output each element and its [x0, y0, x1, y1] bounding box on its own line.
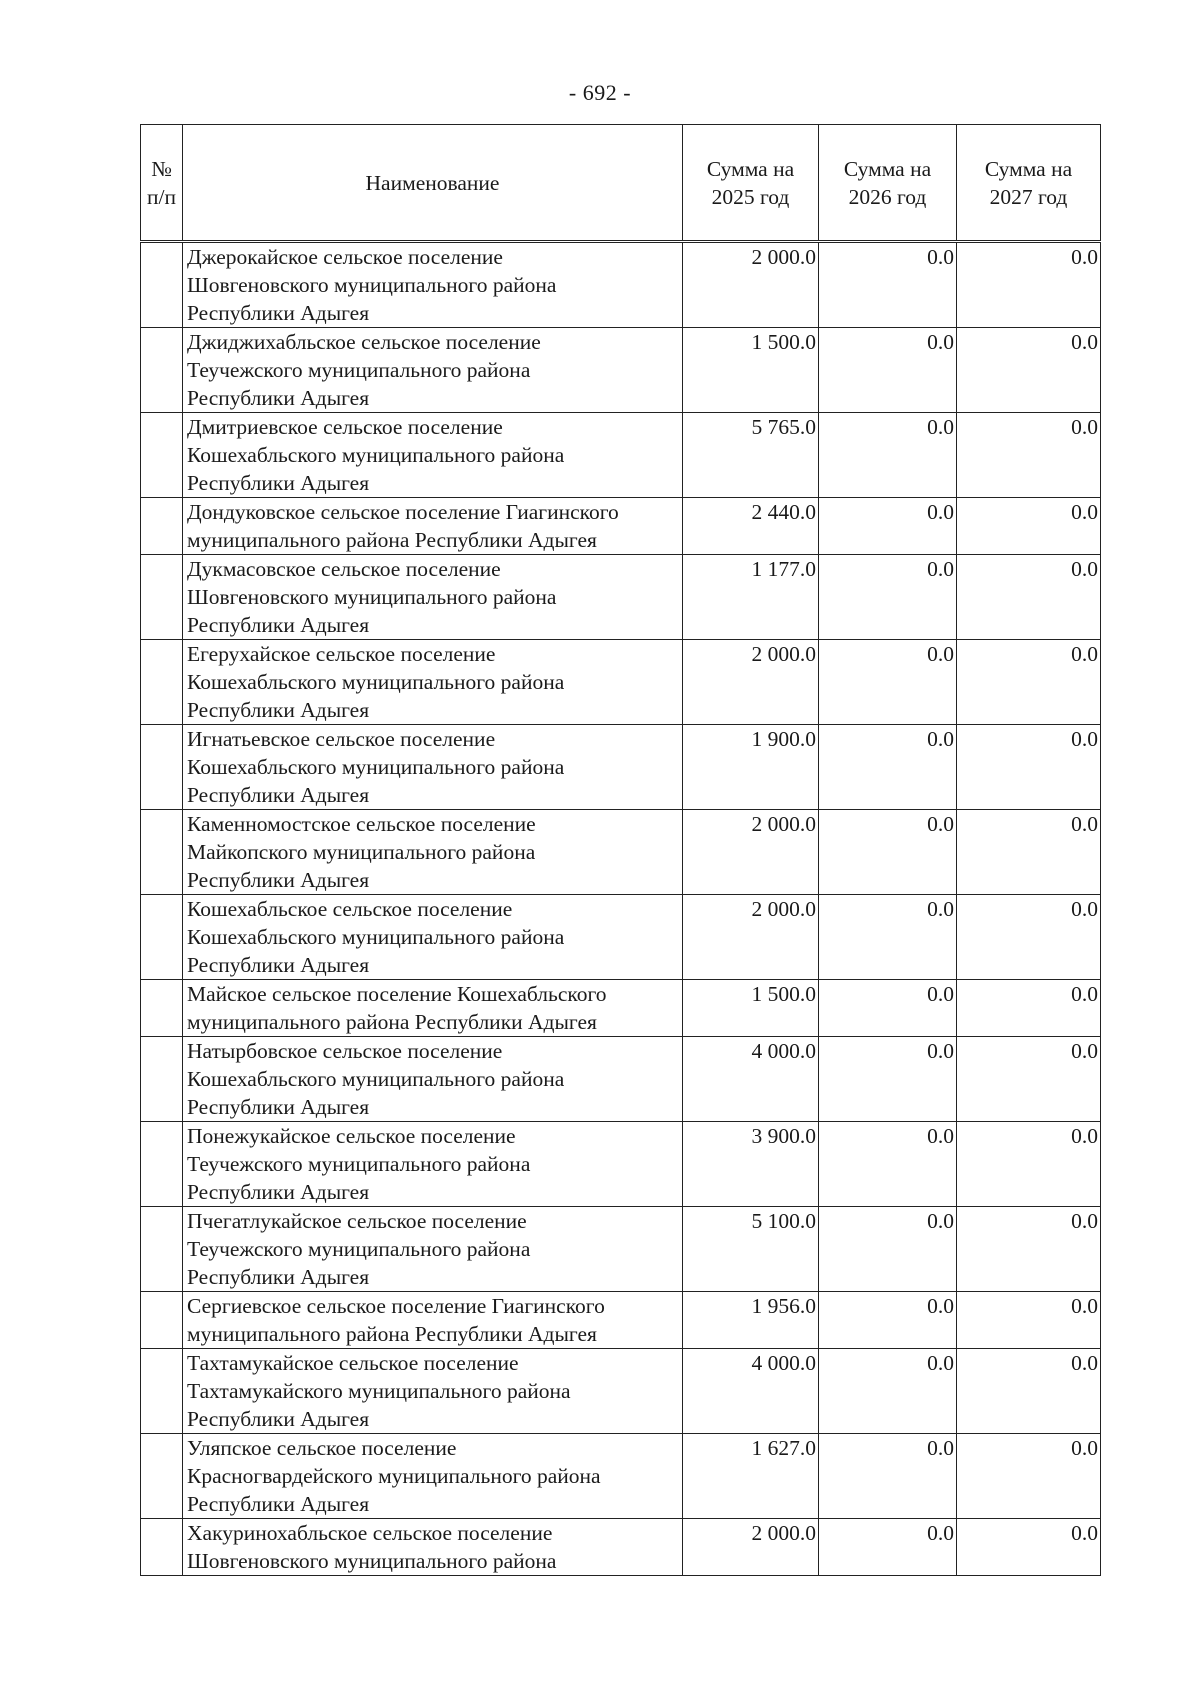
- settlement-name-line: Шовгеновского муниципального района: [187, 1549, 557, 1573]
- amount-cell-sum-2026: 0.0: [819, 413, 957, 498]
- table-row: [141, 1207, 1101, 1292]
- settlement-name-line: Шовгеновского муниципального района: [187, 585, 557, 609]
- amount-cell-sum-2025: 4 000.0: [683, 1037, 819, 1122]
- settlement-name-cell: [183, 1434, 683, 1519]
- settlement-name-cell: [183, 1037, 683, 1122]
- table-row: [141, 810, 1101, 895]
- amount-cell-sum-2025: 4 000.0: [683, 1349, 819, 1434]
- amount-cell-sum-2027: 0.0: [957, 895, 1101, 980]
- settlement-name-line: Кошехабльского муниципального района: [187, 443, 565, 467]
- settlement-name-line: Шовгеновского муниципального района: [187, 273, 557, 297]
- table-row: [141, 328, 1101, 413]
- amount-cell-sum-2027: 0.0: [957, 725, 1101, 810]
- amount-cell-sum-2025: 5 100.0: [683, 1207, 819, 1292]
- amount-cell-sum-2025: 1 177.0: [683, 555, 819, 640]
- table-row: [141, 498, 1101, 555]
- settlement-name-line: муниципального района Республики Адыгея: [187, 1010, 597, 1034]
- budget-allocation-table: [140, 124, 1101, 1576]
- row-index-cell: [141, 1434, 183, 1519]
- settlement-name-cell: [183, 810, 683, 895]
- settlement-name-line: Кошехабльского муниципального района: [187, 670, 565, 694]
- settlement-name-line: Республики Адыгея: [187, 868, 370, 892]
- settlement-name-line: Республики Адыгея: [187, 1180, 370, 1204]
- settlement-name-line: Кошехабльского муниципального района: [187, 925, 565, 949]
- amount-cell-sum-2025: 5 765.0: [683, 413, 819, 498]
- amount-cell-sum-2025: 2 000.0: [683, 810, 819, 895]
- page-number: - 692 -: [568, 80, 632, 105]
- amount-cell-sum-2027: 0.0: [957, 980, 1101, 1037]
- settlement-name-cell: [183, 498, 683, 555]
- row-index-cell: [141, 413, 183, 498]
- amount-cell-sum-2027: 0.0: [957, 1122, 1101, 1207]
- amount-cell-sum-2026: 0.0: [819, 1037, 957, 1122]
- settlement-name-line: Дондуковское сельское поселение Гиагинского: [187, 500, 619, 524]
- settlement-name-line: Дукмасовское сельское поселение: [187, 557, 501, 581]
- amount-cell-sum-2027: 0.0: [957, 328, 1101, 413]
- amount-cell-sum-2025: 1 956.0: [683, 1292, 819, 1349]
- settlement-name-line: Республики Адыгея: [187, 953, 370, 977]
- settlement-name-line: муниципального района Республики Адыгея: [187, 528, 597, 552]
- settlement-name-cell: [183, 640, 683, 725]
- settlement-name-line: Кошехабльское сельское поселение: [187, 897, 513, 921]
- amount-cell-sum-2026: 0.0: [819, 498, 957, 555]
- row-index-cell: [141, 980, 183, 1037]
- settlement-name-line: Уляпское сельское поселение: [187, 1436, 457, 1460]
- settlement-name-line: муниципального района Республики Адыгея: [187, 1322, 597, 1346]
- amount-cell-sum-2027: 0.0: [957, 555, 1101, 640]
- amount-cell-sum-2027: 0.0: [957, 413, 1101, 498]
- table-row: [141, 895, 1101, 980]
- amount-cell-sum-2026: 0.0: [819, 810, 957, 895]
- settlement-name-cell: [183, 1349, 683, 1434]
- settlement-name-line: Хакуринохабльское сельское поселение: [187, 1521, 553, 1545]
- amount-cell-sum-2025: 2 000.0: [683, 1519, 819, 1576]
- row-index-cell: [141, 810, 183, 895]
- amount-cell-sum-2027: 0.0: [957, 1037, 1101, 1122]
- settlement-name-line: Республики Адыгея: [187, 1095, 370, 1119]
- amount-cell-sum-2027: 0.0: [957, 1349, 1101, 1434]
- amount-cell-sum-2025: 1 500.0: [683, 980, 819, 1037]
- amount-cell-sum-2026: 0.0: [819, 1519, 957, 1576]
- table-row: [141, 242, 1101, 328]
- settlement-name-cell: [183, 895, 683, 980]
- table-row: [141, 1037, 1101, 1122]
- row-index-cell: [141, 1349, 183, 1434]
- settlement-name-line: Республики Адыгея: [187, 783, 370, 807]
- settlement-name-line: Республики Адыгея: [187, 386, 370, 410]
- settlement-name-line: Теучежского муниципального района: [187, 1152, 531, 1176]
- amount-cell-sum-2025: 1 900.0: [683, 725, 819, 810]
- table-row: [141, 1292, 1101, 1349]
- row-index-cell: [141, 1122, 183, 1207]
- table-row: [141, 413, 1101, 498]
- amount-cell-sum-2026: 0.0: [819, 980, 957, 1037]
- table-header-row: [141, 125, 1101, 242]
- row-index-cell: [141, 725, 183, 810]
- table-body: [141, 242, 1101, 1576]
- settlement-name-line: Понежукайское сельское поселение: [187, 1124, 516, 1148]
- amount-cell-sum-2026: 0.0: [819, 725, 957, 810]
- table-row: [141, 640, 1101, 725]
- table-row: [141, 1122, 1101, 1207]
- settlement-name-line: Тахтамукайского муниципального района: [187, 1379, 571, 1403]
- settlement-name-cell: [183, 1207, 683, 1292]
- settlement-name-line: Республики Адыгея: [187, 1492, 370, 1516]
- amount-cell-sum-2027: 0.0: [957, 242, 1101, 328]
- amount-cell-sum-2026: 0.0: [819, 1434, 957, 1519]
- row-index-cell: [141, 555, 183, 640]
- settlement-name-line: Республики Адыгея: [187, 613, 370, 637]
- amount-cell-sum-2025: 1 500.0: [683, 328, 819, 413]
- settlement-name-line: Егерухайское сельское поселение: [187, 642, 496, 666]
- settlement-name-line: Майское сельское поселение Кошехабльского: [187, 982, 607, 1006]
- settlement-name-line: Теучежского муниципального района: [187, 1237, 531, 1261]
- table-row: [141, 555, 1101, 640]
- amount-cell-sum-2025: 2 000.0: [683, 895, 819, 980]
- settlement-name-line: Республики Адыгея: [187, 1265, 370, 1289]
- header-sum-2027: Сумма на 2027 год: [957, 125, 1101, 242]
- row-index-cell: [141, 1207, 183, 1292]
- table-row: [141, 1349, 1101, 1434]
- amount-cell-sum-2026: 0.0: [819, 640, 957, 725]
- amount-cell-sum-2027: 0.0: [957, 1292, 1101, 1349]
- row-index-cell: [141, 328, 183, 413]
- settlement-name-line: Кошехабльского муниципального района: [187, 755, 565, 779]
- settlement-name-line: Майкопского муниципального района: [187, 840, 536, 864]
- amount-cell-sum-2026: 0.0: [819, 555, 957, 640]
- table-row: [141, 1434, 1101, 1519]
- settlement-name-cell: [183, 725, 683, 810]
- amount-cell-sum-2026: 0.0: [819, 1207, 957, 1292]
- table-row: [141, 980, 1101, 1037]
- settlement-name-line: Сергиевское сельское поселение Гиагинского: [187, 1294, 605, 1318]
- row-index-cell: [141, 1037, 183, 1122]
- header-name: Наименование: [183, 125, 683, 242]
- settlement-name-cell: [183, 328, 683, 413]
- settlement-name-line: Республики Адыгея: [187, 698, 370, 722]
- header-index: № п/п: [141, 125, 183, 242]
- amount-cell-sum-2027: 0.0: [957, 810, 1101, 895]
- settlement-name-line: Тахтамукайское сельское поселение: [187, 1351, 519, 1375]
- row-index-cell: [141, 498, 183, 555]
- table-row: [141, 1519, 1101, 1576]
- settlement-name-line: Дмитриевское сельское поселение: [187, 415, 503, 439]
- amount-cell-sum-2025: 2 440.0: [683, 498, 819, 555]
- amount-cell-sum-2026: 0.0: [819, 1349, 957, 1434]
- amount-cell-sum-2027: 0.0: [957, 1519, 1101, 1576]
- settlement-name-cell: [183, 413, 683, 498]
- settlement-name-line: Кошехабльского муниципального района: [187, 1067, 565, 1091]
- amount-cell-sum-2026: 0.0: [819, 1292, 957, 1349]
- settlement-name-cell: [183, 980, 683, 1037]
- settlement-name-line: Каменномостское сельское поселение: [187, 812, 536, 836]
- settlement-name-cell: [183, 1519, 683, 1576]
- settlement-name-line: Натырбовское сельское поселение: [187, 1039, 503, 1063]
- row-index-cell: [141, 1519, 183, 1576]
- amount-cell-sum-2027: 0.0: [957, 1434, 1101, 1519]
- amount-cell-sum-2027: 0.0: [957, 498, 1101, 555]
- settlement-name-line: Республики Адыгея: [187, 301, 370, 325]
- amount-cell-sum-2026: 0.0: [819, 328, 957, 413]
- settlement-name-line: Джерокайское сельское поселение: [187, 245, 503, 269]
- row-index-cell: [141, 1292, 183, 1349]
- amount-cell-sum-2027: 0.0: [957, 1207, 1101, 1292]
- settlement-name-cell: [183, 1122, 683, 1207]
- settlement-name-line: Красногвардейского муниципального района: [187, 1464, 601, 1488]
- header-sum-2025: Сумма на 2025 год: [683, 125, 819, 242]
- settlement-name-line: Джиджихабльское сельское поселение: [187, 330, 541, 354]
- settlement-name-line: Республики Адыгея: [187, 1407, 370, 1431]
- settlement-name-cell: [183, 242, 683, 328]
- amount-cell-sum-2026: 0.0: [819, 895, 957, 980]
- settlement-name-line: Республики Адыгея: [187, 471, 370, 495]
- table-row: [141, 725, 1101, 810]
- row-index-cell: [141, 242, 183, 328]
- settlement-name-line: Теучежского муниципального района: [187, 358, 531, 382]
- amount-cell-sum-2026: 0.0: [819, 1122, 957, 1207]
- settlement-name-line: Игнатьевское сельское поселение: [187, 727, 496, 751]
- settlement-name-cell: [183, 1292, 683, 1349]
- header-sum-2026: Сумма на 2026 год: [819, 125, 957, 242]
- settlement-name-line: Пчегатлукайское сельское поселение: [187, 1209, 527, 1233]
- amount-cell-sum-2025: 1 627.0: [683, 1434, 819, 1519]
- amount-cell-sum-2027: 0.0: [957, 640, 1101, 725]
- amount-cell-sum-2025: 3 900.0: [683, 1122, 819, 1207]
- amount-cell-sum-2025: 2 000.0: [683, 242, 819, 328]
- settlement-name-cell: [183, 555, 683, 640]
- amount-cell-sum-2025: 2 000.0: [683, 640, 819, 725]
- row-index-cell: [141, 895, 183, 980]
- amount-cell-sum-2026: 0.0: [819, 242, 957, 328]
- row-index-cell: [141, 640, 183, 725]
